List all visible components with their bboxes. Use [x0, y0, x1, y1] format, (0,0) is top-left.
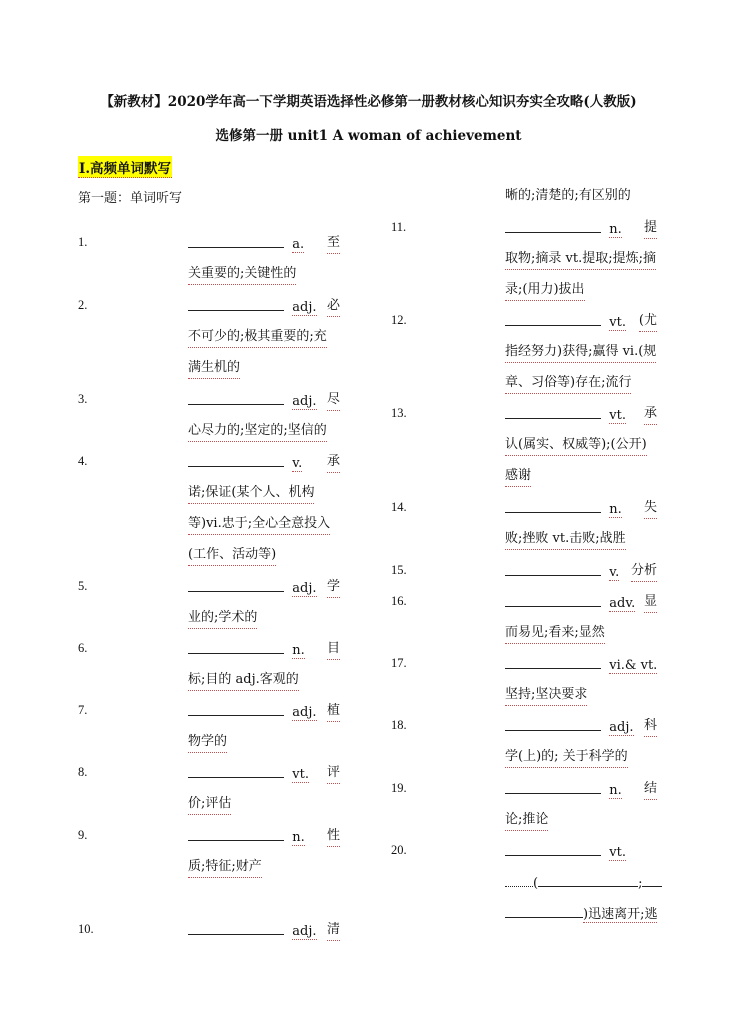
answer-line — [188, 920, 340, 940]
continuation-text: 晰的;清楚的;有区别的 — [505, 188, 631, 203]
definition-text: 至 — [327, 233, 340, 254]
answer-line — [188, 701, 340, 721]
part-of-speech: adj. — [292, 581, 317, 596]
document-subtitle: 选修第一册 unit1 A woman of achievement — [215, 128, 522, 144]
item-number: 9. — [78, 828, 88, 842]
answer-line — [188, 233, 340, 253]
definition-text: 目 — [327, 639, 340, 660]
part-of-speech: v. — [292, 456, 303, 471]
phrase-line — [505, 903, 657, 923]
definition-text: 科 — [644, 716, 657, 737]
answer-blank[interactable] — [505, 716, 601, 731]
definition-text: 植 — [327, 701, 340, 722]
part-of-speech: vt. — [292, 767, 309, 782]
answer-blank[interactable] — [505, 592, 601, 607]
part-of-speech: vt. — [609, 845, 626, 860]
definition-text: 必 — [327, 296, 340, 317]
item-number: 18. — [391, 718, 407, 732]
definition-text: 学 — [327, 577, 340, 598]
definition-text: 显 — [644, 592, 657, 613]
part-of-speech: vt. — [609, 315, 626, 330]
item-number: 2. — [78, 298, 88, 312]
paren: ( — [533, 876, 539, 891]
answer-line — [505, 311, 657, 331]
part-of-speech: a. — [292, 237, 305, 252]
answer-line — [505, 404, 657, 424]
item-number: 13. — [391, 406, 407, 420]
answer-blank[interactable] — [188, 233, 284, 248]
part-of-speech: n. — [292, 830, 305, 845]
definition-text: 质;特征;财产 — [188, 857, 262, 878]
answer-blank[interactable] — [505, 654, 601, 669]
answer-line — [188, 826, 340, 846]
item-number: 10. — [78, 922, 94, 936]
definition-text: 满生机的 — [188, 358, 240, 379]
answer-line — [505, 561, 657, 581]
definition-text: 章、习俗等)存在;流行 — [505, 373, 631, 394]
part-of-speech: adj. — [292, 705, 317, 720]
item-number: 1. — [78, 235, 88, 249]
definition-text: 评 — [327, 763, 340, 784]
part-of-speech: adj. — [609, 720, 634, 735]
part-of-speech: n. — [609, 222, 622, 237]
question-title: 第一题：单词听写 — [78, 191, 183, 206]
part-of-speech: vt. — [609, 408, 626, 423]
answer-blank[interactable] — [188, 826, 284, 841]
definition-text: 承 — [644, 404, 657, 425]
answer-blank[interactable] — [188, 452, 284, 467]
definition-text: 败;挫败 vt.击败;战胜 — [505, 529, 626, 550]
definition-text: 清 — [327, 920, 340, 941]
item-number: 17. — [391, 656, 407, 670]
definition-text: 结 — [644, 779, 657, 800]
definition-text: 坚持;坚决要求 — [505, 685, 587, 706]
definition-text: 承 — [327, 452, 340, 473]
answer-line — [505, 841, 626, 861]
part-of-speech: adj. — [292, 924, 317, 939]
item-number: 4. — [78, 454, 88, 468]
answer-line — [505, 218, 657, 238]
answer-blank[interactable] — [505, 404, 601, 419]
answer-blank[interactable] — [188, 296, 284, 311]
definition-text: )迅速离开;逃 — [583, 907, 658, 922]
definition-text: 认(属实、权威等);(公开) — [505, 435, 647, 456]
definition-text: 物学的 — [188, 732, 227, 753]
item-number: 19. — [391, 781, 407, 795]
part-of-speech: adj. — [292, 394, 317, 409]
answer-line — [188, 296, 340, 316]
semicolon: ; — [638, 876, 643, 891]
definition-text: 心尽力的;坚定的;坚信的 — [188, 421, 327, 442]
answer-line — [505, 716, 657, 736]
answer-line — [188, 390, 340, 410]
phrase-blank[interactable] — [642, 872, 662, 887]
definition-text: 业的;学术的 — [188, 608, 257, 629]
answer-blank[interactable] — [505, 311, 601, 326]
part-of-speech: n. — [609, 783, 622, 798]
answer-blank[interactable] — [188, 763, 284, 778]
answer-blank[interactable] — [505, 498, 601, 513]
definition-text: 学(上)的; 关于科学的 — [505, 747, 628, 768]
item-number: 5. — [78, 579, 88, 593]
definition-text: 指经努力)获得;赢得 vi.(规 — [505, 342, 656, 363]
item-number: 3. — [78, 392, 88, 406]
answer-blank[interactable] — [505, 841, 601, 856]
answer-line — [188, 452, 340, 472]
item-number: 20. — [391, 843, 407, 857]
definition-text: 论;推论 — [505, 810, 548, 831]
definition-text: 不可少的;极其重要的;充 — [188, 327, 327, 348]
section-heading: I.高频单词默写 — [78, 156, 172, 178]
item-number: 12. — [391, 313, 407, 327]
answer-blank[interactable] — [188, 701, 284, 716]
definition-text: (工作、活动等) — [188, 545, 276, 566]
answer-blank[interactable] — [505, 218, 601, 233]
part-of-speech: n. — [609, 502, 622, 517]
answer-blank[interactable] — [188, 920, 284, 935]
part-of-speech: adj. — [292, 300, 317, 315]
definition-text: 失 — [644, 498, 657, 519]
answer-blank[interactable] — [188, 639, 284, 654]
answer-line — [505, 779, 657, 799]
answer-line — [505, 592, 657, 612]
spacer-blank — [505, 872, 533, 887]
item-number: 8. — [78, 765, 88, 779]
item-number: 14. — [391, 500, 407, 514]
answer-blank[interactable] — [505, 561, 601, 576]
definition-text: 性 — [327, 826, 340, 847]
document-title: 【新教材】2020学年高一下学期英语选择性必修第一册教材核心知识夯实全攻略(人教版) — [100, 94, 637, 110]
definition-text: 录;(用力)拔出 — [505, 280, 585, 301]
answer-line — [188, 639, 340, 659]
definition-text: 尽 — [327, 390, 340, 411]
answer-line — [188, 577, 340, 597]
item-number: 11. — [391, 220, 407, 234]
definition-text: 等)vi.忠于;全心全意投入 — [188, 514, 330, 535]
definition-text: 提 — [644, 218, 657, 239]
item-number: 15. — [391, 563, 407, 577]
phrase-blank[interactable] — [538, 872, 638, 887]
definition-text: 分析 — [631, 561, 657, 582]
answer-line — [505, 498, 657, 518]
definition-text: 诺;保证(某个人、机构 — [188, 483, 314, 504]
part-of-speech: n. — [292, 643, 305, 658]
answer-line — [505, 654, 657, 674]
phrase-line — [505, 872, 662, 892]
answer-line — [188, 763, 340, 783]
answer-blank[interactable] — [188, 577, 284, 592]
item-number: 16. — [391, 594, 407, 608]
definition-text: 价;评估 — [188, 794, 231, 815]
definition-text: 而易见;看来;显然 — [505, 623, 605, 644]
part-of-speech: v. — [609, 565, 620, 580]
item-number: 7. — [78, 703, 88, 717]
definition-text: 取物;摘录 vt.提取;提炼;摘 — [505, 249, 656, 270]
answer-blank[interactable] — [188, 390, 284, 405]
definition-text: 关重要的;关键性的 — [188, 264, 296, 285]
item-number: 6. — [78, 641, 88, 655]
phrase-blank[interactable] — [505, 903, 583, 918]
part-of-speech: adv. — [609, 596, 636, 611]
answer-blank[interactable] — [505, 779, 601, 794]
definition-text: 标;目的 adj.客观的 — [188, 670, 299, 691]
definition-text: 感谢 — [505, 466, 531, 487]
part-of-speech: vi.& vt. — [609, 658, 658, 673]
definition-text: (尤 — [639, 311, 657, 332]
